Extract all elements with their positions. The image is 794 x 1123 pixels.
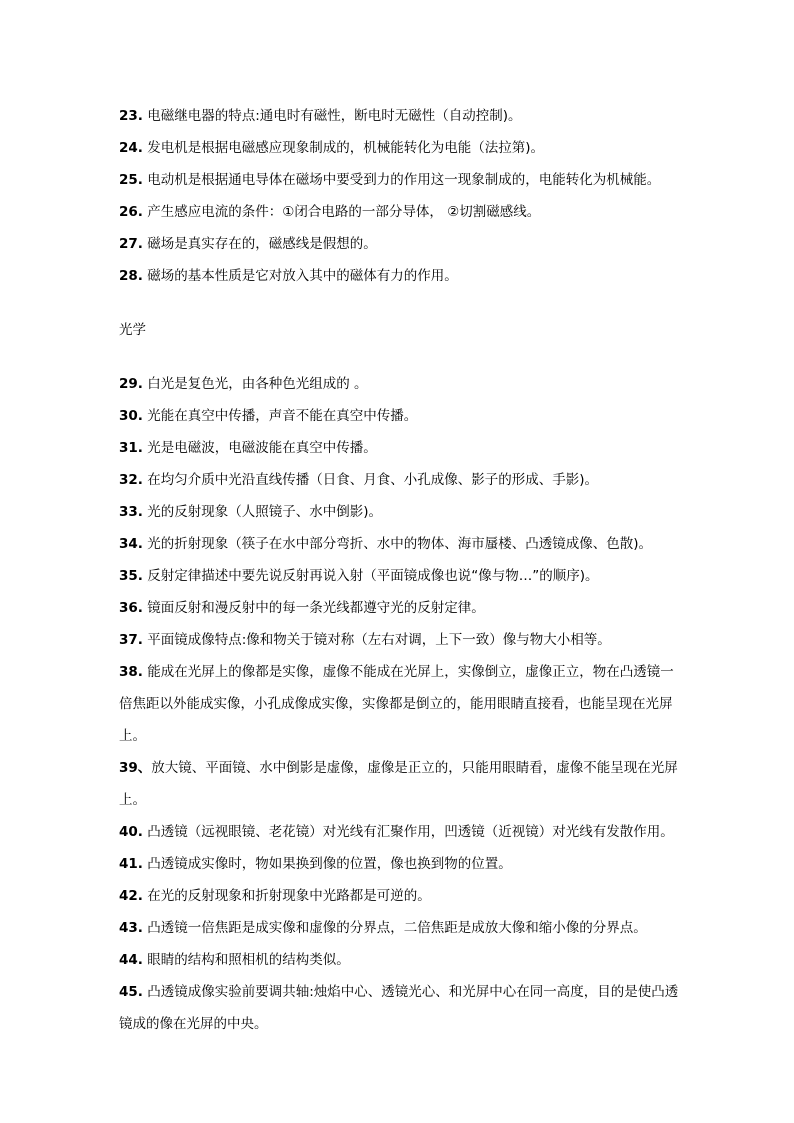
item-text: 反射定律描述中要先说反射再说入射（平面镜成像也说“像与物…”的顺序)。 — [142, 568, 599, 584]
item-separator: . — [137, 984, 143, 1000]
item-number: 31 — [119, 440, 138, 456]
item-number: 25 — [119, 172, 138, 188]
item-text: 磁场的基本性质是它对放入其中的磁体有力的作用。 — [142, 268, 458, 284]
item-separator: . — [137, 408, 143, 424]
item-separator: . — [137, 108, 143, 124]
list-item — [119, 656, 679, 752]
list-item — [119, 752, 679, 816]
item-text: 镜面反射和漫反射中的每一条光线都遵守光的反射定律。 — [142, 600, 485, 616]
list-item — [119, 464, 679, 496]
item-number: 36 — [119, 600, 138, 616]
list-item — [119, 228, 679, 260]
item-text: 凸透镜（远视眼镜、老花镜）对光线有汇聚作用，凹透镜（近视镜）对光线有发散作用。 — [142, 824, 674, 840]
item-separator: . — [137, 920, 143, 936]
list-item — [119, 976, 679, 1040]
item-separator: . — [137, 600, 143, 616]
item-text: 电动机是根据通电导体在磁场中要受到力的作用这一现象制成的，电能转化为机械能。 — [142, 172, 661, 188]
item-number: 29 — [119, 376, 138, 392]
list-item — [119, 368, 679, 400]
item-separator: . — [137, 440, 143, 456]
item-text: 能成在光屏上的像都是实像，虚像不能成在光屏上，实像倒立，虚像正立，物在凸透镜一倍焦距以外能成实像，小孔成像成实像，实像都是倒立的，能用眼睛直接看，也能呈现在光屏上。 — [119, 664, 674, 744]
item-separator: . — [137, 632, 143, 648]
item-text: 产生感应电流的条件：①闭合电路的一部分导体， ②切割磁感线。 — [142, 204, 541, 220]
item-number: 44 — [119, 952, 138, 968]
optics-list — [119, 368, 679, 1040]
list-item — [119, 624, 679, 656]
list-item — [119, 164, 679, 196]
item-separator: . — [137, 236, 143, 252]
list-item — [119, 432, 679, 464]
item-number: 38 — [119, 664, 138, 680]
item-text: 磁场是真实存在的，磁感线是假想的。 — [142, 236, 377, 252]
item-separator: . — [137, 172, 143, 188]
item-separator: . — [137, 536, 143, 552]
item-text: 在光的反射现象和折射现象中光路都是可逆的。 — [142, 888, 431, 904]
list-item — [119, 880, 679, 912]
item-text: 发电机是根据电磁感应现象制成的，机械能转化为电能（法拉第)。 — [142, 140, 544, 156]
list-item — [119, 912, 679, 944]
item-number: 28 — [119, 268, 138, 284]
item-separator: . — [137, 888, 143, 904]
list-item — [119, 592, 679, 624]
list-item — [119, 944, 679, 976]
item-number: 26 — [119, 204, 138, 220]
item-number: 43 — [119, 920, 138, 936]
item-number: 27 — [119, 236, 138, 252]
list-item — [119, 848, 679, 880]
item-separator: . — [137, 140, 143, 156]
list-item — [119, 528, 679, 560]
item-separator: . — [137, 472, 143, 488]
list-item — [119, 560, 679, 592]
list-item — [119, 196, 679, 228]
list-item — [119, 132, 679, 164]
item-number: 23 — [119, 108, 138, 124]
item-text: 光是电磁波，电磁波能在真空中传播。 — [142, 440, 377, 456]
item-number: 42 — [119, 888, 138, 904]
item-number: 35 — [119, 568, 138, 584]
item-separator: 、 — [137, 760, 152, 776]
electromagnetism-list — [119, 100, 679, 292]
item-separator: . — [137, 664, 143, 680]
item-text: 凸透镜一倍焦距是成实像和虚像的分界点，二倍焦距是成放大像和缩小像的分界点。 — [142, 920, 647, 936]
item-text: 光能在真空中传播，声音不能在真空中传播。 — [142, 408, 418, 424]
item-number: 40 — [119, 824, 138, 840]
list-item — [119, 816, 679, 848]
item-separator: . — [137, 504, 143, 520]
item-text: 光的折射现象（筷子在水中部分弯折、水中的物体、海市蜃楼、凸透镜成像、色散)。 — [142, 536, 652, 552]
section-heading-optics: 光学 — [119, 322, 146, 338]
item-number: 37 — [119, 632, 138, 648]
list-item — [119, 400, 679, 432]
item-separator: . — [137, 568, 143, 584]
item-text: 放大镜、平面镜、水中倒影是虚像，虚像是正立的，只能用眼睛看，虚像不能呈现在光屏上。 — [119, 760, 678, 808]
item-separator: . — [137, 376, 143, 392]
document-content — [119, 100, 679, 1040]
item-number: 30 — [119, 408, 138, 424]
item-number: 32 — [119, 472, 138, 488]
item-text: 眼睛的结构和照相机的结构类似。 — [142, 952, 350, 968]
item-text: 在均匀介质中光沿直线传播（日食、月食、小孔成像、影子的形成、手影)。 — [142, 472, 598, 488]
list-item — [119, 496, 679, 528]
list-item — [119, 260, 679, 292]
item-text: 凸透镜成像实验前要调共轴:烛焰中心、透镜光心、和光屏中心在同一高度，目的是使凸透镜成的像在光屏的中央。 — [119, 984, 679, 1032]
item-number: 24 — [119, 140, 138, 156]
item-separator: . — [137, 952, 143, 968]
item-separator: . — [137, 204, 143, 220]
item-number: 39 — [119, 760, 138, 776]
item-number: 45 — [119, 984, 138, 1000]
item-text: 光的反射现象（人照镜子、水中倒影)。 — [142, 504, 382, 520]
item-separator: . — [137, 824, 143, 840]
item-number: 41 — [119, 856, 138, 872]
item-text: 白光是复色光，由各种色光组成的 。 — [142, 376, 368, 392]
item-text: 平面镜成像特点:像和物关于镜对称（左右对调，上下一致）像与物大小相等。 — [142, 632, 611, 648]
item-number: 33 — [119, 504, 138, 520]
item-number: 34 — [119, 536, 138, 552]
item-text: 电磁继电器的特点:通电时有磁性，断电时无磁性（自动控制)。 — [142, 108, 522, 124]
item-text: 凸透镜成实像时，物如果换到像的位置，像也换到物的位置。 — [142, 856, 512, 872]
item-separator: . — [137, 856, 143, 872]
list-item — [119, 100, 679, 132]
item-separator: . — [137, 268, 143, 284]
